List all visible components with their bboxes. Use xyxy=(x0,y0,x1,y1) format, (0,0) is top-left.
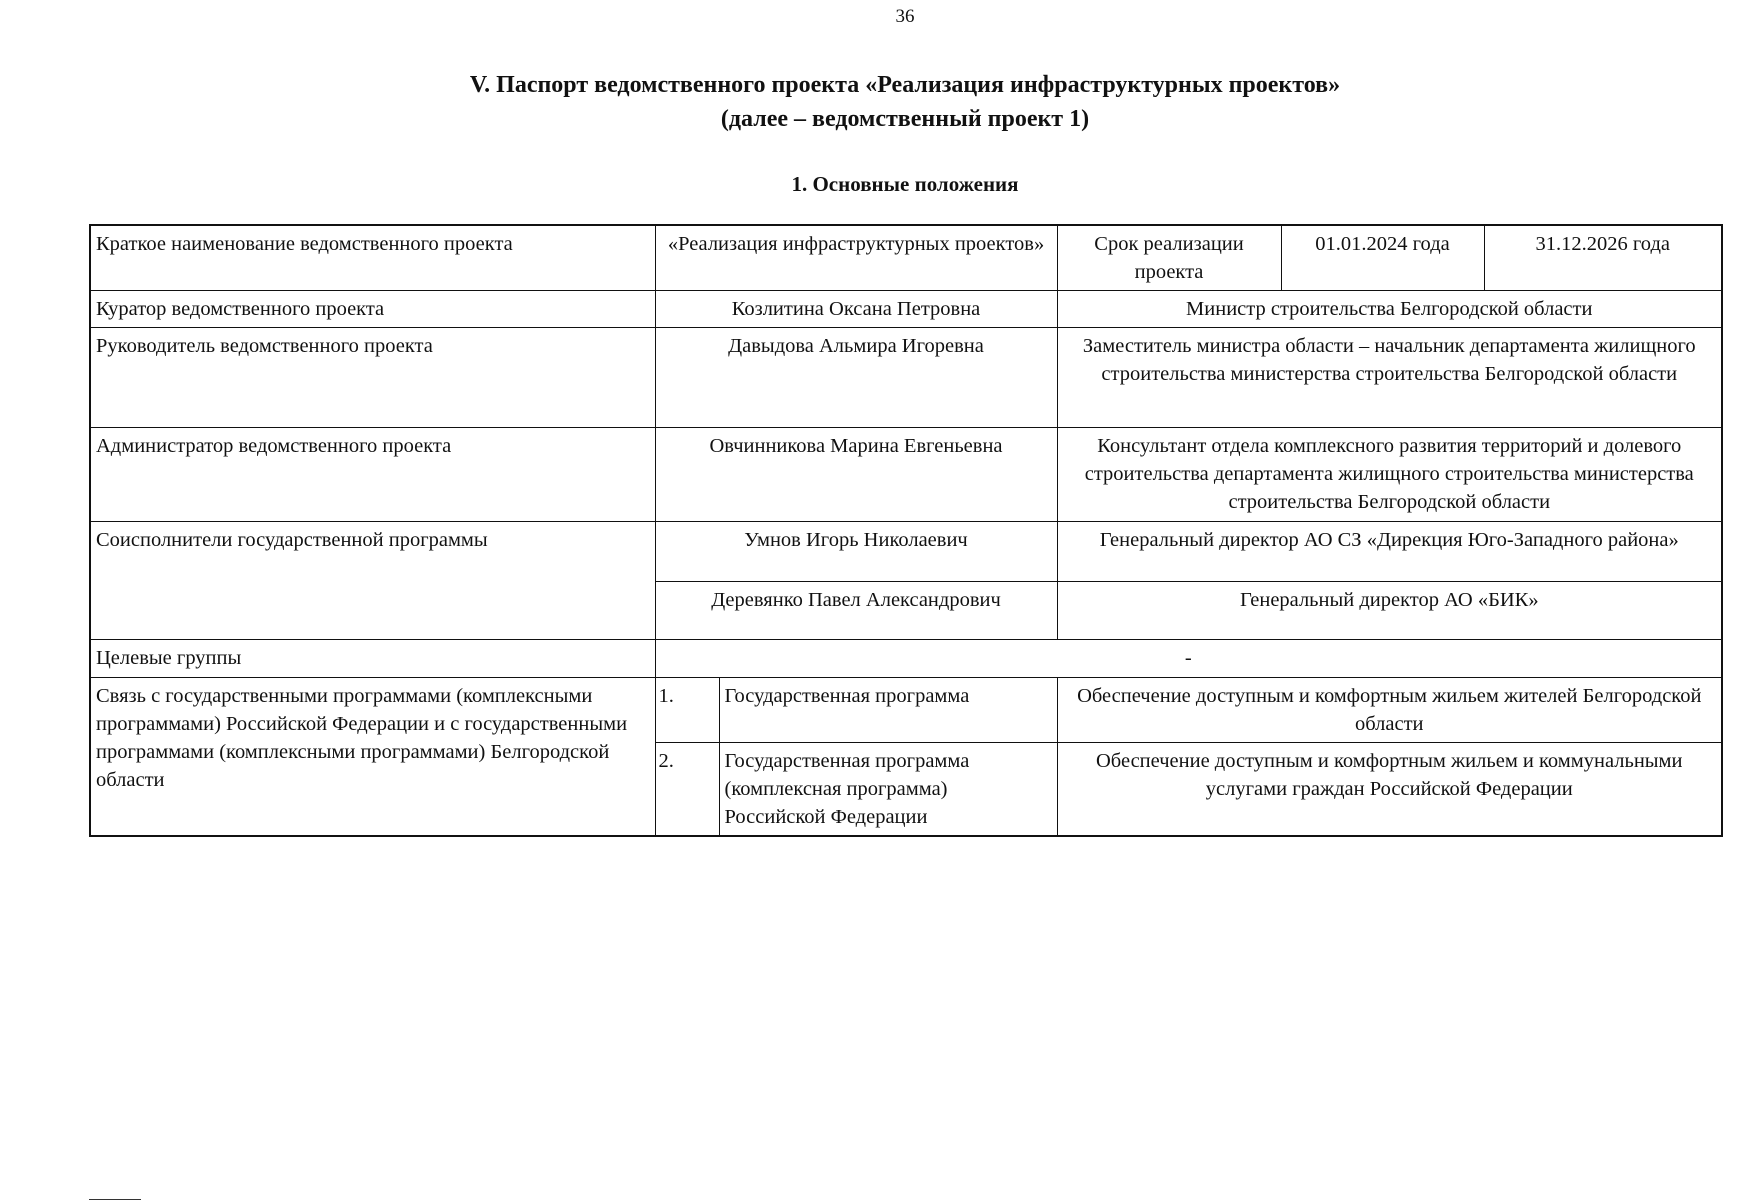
document-title-line-1: V. Паспорт ведомственного проекта «Реализация инфраструктурных проектов» xyxy=(469,72,1341,98)
start-date: 01.01.2024 года xyxy=(1281,225,1484,291)
curator-position: Министр строительства Белгородской области xyxy=(1057,291,1722,328)
program-2-num: 2. xyxy=(655,743,719,837)
row-program-1 xyxy=(90,678,1722,743)
curator-name: Козлитина Оксана Петровна xyxy=(655,291,1057,328)
co-executor-2-position: Генеральный директор АО «БИК» xyxy=(1057,582,1722,640)
administrator-position: Консультант отдела комплексного развития территорий и долевого строительства департамента жилищного строительства министерства строительства Белгородской области xyxy=(1057,428,1722,522)
short-name-value: «Реализация инфраструктурных проектов» xyxy=(655,225,1057,291)
co-executor-1-name: Умнов Игорь Николаевич xyxy=(655,522,1057,582)
target-groups-value: - xyxy=(655,640,1722,678)
document-title-line-2: (далее – ведомственный проект 1) xyxy=(720,106,1090,132)
section-title: 1. Основные положения xyxy=(791,172,1019,196)
row-curator xyxy=(90,291,1722,328)
administrator-label: Администратор ведомственного проекта xyxy=(90,428,655,522)
program-2-name: Обеспечение доступным и комфортным жильем и коммунальными услугами граждан Российской Федерации xyxy=(1057,743,1722,837)
row-short-name xyxy=(90,225,1722,291)
co-executor-2-name: Деревянко Павел Александрович xyxy=(655,582,1057,640)
document-title xyxy=(0,68,1760,136)
passport-table xyxy=(89,224,1723,837)
head-name: Давыдова Альмира Игоревна xyxy=(655,328,1057,428)
administrator-name: Овчинникова Марина Евгеньевна xyxy=(655,428,1057,522)
row-head xyxy=(90,328,1722,428)
curator-label: Куратор ведомственного проекта xyxy=(90,291,655,328)
co-executors-label: Соисполнители государственной программы xyxy=(90,522,655,640)
page-number: 36 xyxy=(895,6,915,27)
short-name-label: Краткое наименование ведомственного проекта xyxy=(90,225,655,291)
co-executor-1-position: Генеральный директор АО СЗ «Дирекция Юго-Западного района» xyxy=(1057,522,1722,582)
program-1-num: 1. xyxy=(655,678,719,743)
head-label: Руководитель ведомственного проекта xyxy=(90,328,655,428)
head-position: Заместитель министра области – начальник департамента жилищного строительства министерства строительства Белгородской области xyxy=(1057,328,1722,428)
row-co-executor-1 xyxy=(90,522,1722,582)
program-2-type: Государственная программа (комплексная программа) Российской Федерации xyxy=(719,743,1057,837)
end-date: 31.12.2026 года xyxy=(1484,225,1722,291)
programs-label: Связь с государственными программами (комплексными программами) Российской Федерации и с государственными программами (комплексными программами) Белгородской области xyxy=(90,678,655,837)
row-administrator xyxy=(90,428,1722,522)
program-1-name: Обеспечение доступным и комфортным жильем жителей Белгородской области xyxy=(1057,678,1722,743)
program-1-type: Государственная программа xyxy=(719,678,1057,743)
row-target-groups xyxy=(90,640,1722,678)
term-label: Срок реализации проекта xyxy=(1057,225,1281,291)
target-groups-label: Целевые группы xyxy=(90,640,655,678)
